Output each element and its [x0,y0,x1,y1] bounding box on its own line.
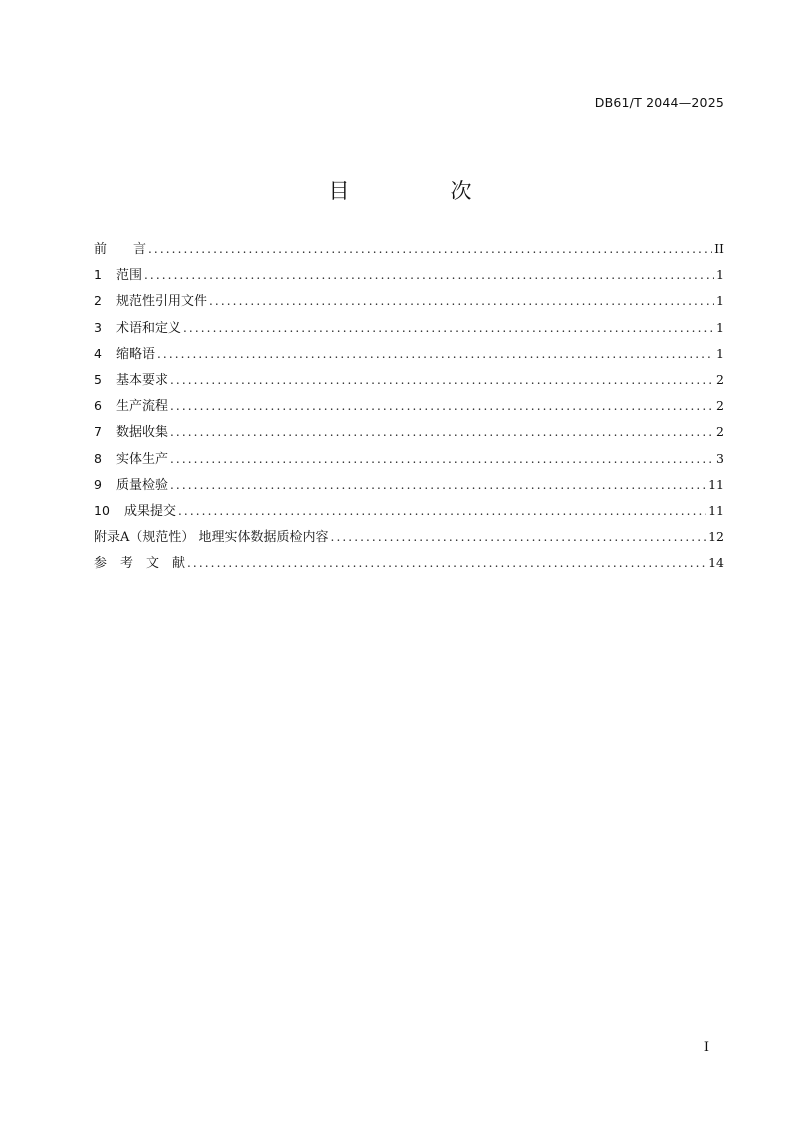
toc-section-number: 10 [94,502,110,518]
toc-item-entity-production[interactable] [94,448,724,474]
toc-label: 生产流程 [116,399,169,415]
toc-leader-dots [170,478,706,492]
toc-page-number: 11 [708,476,724,492]
toc-page-number: 2 [716,424,724,440]
toc-label: 缩略语 [116,346,156,362]
toc-section-number: 3 [94,319,102,335]
toc-leader-dots [170,425,714,439]
toc-label: 参 考 文 献 [94,556,186,572]
toc-section-number: 6 [94,398,102,414]
toc-section-number: 5 [94,371,102,387]
toc-section-number: 8 [94,450,102,466]
standard-code: DB61/T 2044—2025 [594,95,724,110]
toc-page-number: 12 [708,529,724,545]
toc-page-number: 1 [716,319,724,335]
toc-page-number: 3 [716,450,724,466]
toc-label: 质量检验 [116,477,169,493]
toc-page-number: 1 [716,267,724,283]
toc-page-number: 2 [716,371,724,387]
toc-leader-dots [144,268,714,282]
toc-page-number: 1 [716,345,724,361]
toc-page-number: 2 [716,398,724,414]
toc-item-scope[interactable] [94,264,724,290]
toc-label: 基本要求 [116,372,169,388]
toc-item-quality-inspection[interactable] [94,474,724,500]
toc-label: 数据收集 [116,425,169,441]
toc-label: 规范性引用文件 [116,294,208,310]
toc-item-abbreviations[interactable] [94,343,724,369]
toc-leader-dots [209,294,714,308]
toc-leader-dots [148,242,712,256]
toc-leader-dots [170,452,714,466]
toc-label: 前 言 [94,242,147,257]
toc-leader-dots [187,556,706,570]
toc-leader-dots [170,373,714,387]
toc-leader-dots [170,399,714,413]
toc-leader-dots [178,504,706,518]
toc-item-bibliography[interactable] [94,552,724,578]
toc-section-number: 2 [94,293,102,309]
toc-leader-dots [331,530,707,544]
toc-section-number: 4 [94,345,102,361]
toc-item-production-process[interactable] [94,395,724,421]
toc-item-deliverables-submission[interactable] [94,500,724,526]
toc-label: 成果提交 [124,503,177,519]
toc-item-normative-references[interactable] [94,290,724,316]
toc-section-number: 9 [94,476,102,492]
toc-label: 附录A（规范性） 地理实体数据质检内容 [94,530,329,546]
toc-page-number: 11 [708,502,724,518]
toc-section-number: 1 [94,267,102,283]
toc-label: 实体生产 [116,451,169,467]
toc-page-number: 1 [716,293,724,309]
toc-page-number: 14 [708,555,724,571]
toc-item-appendix-a[interactable] [94,526,724,552]
toc-label: 术语和定义 [116,320,182,336]
toc-item-data-collection[interactable] [94,421,724,447]
toc-page-number: II [714,241,724,256]
page-number: I [703,1040,709,1055]
toc-leader-dots [157,347,714,361]
toc-section-number: 7 [94,424,102,440]
page-title: 目 次 [328,179,512,203]
table-of-contents [94,238,724,578]
toc-item-basic-requirements[interactable] [94,369,724,395]
toc-leader-dots [183,321,714,335]
toc-item-terms-definitions[interactable] [94,317,724,343]
toc-label: 范围 [116,268,143,284]
toc-item-foreword[interactable] [94,238,724,264]
